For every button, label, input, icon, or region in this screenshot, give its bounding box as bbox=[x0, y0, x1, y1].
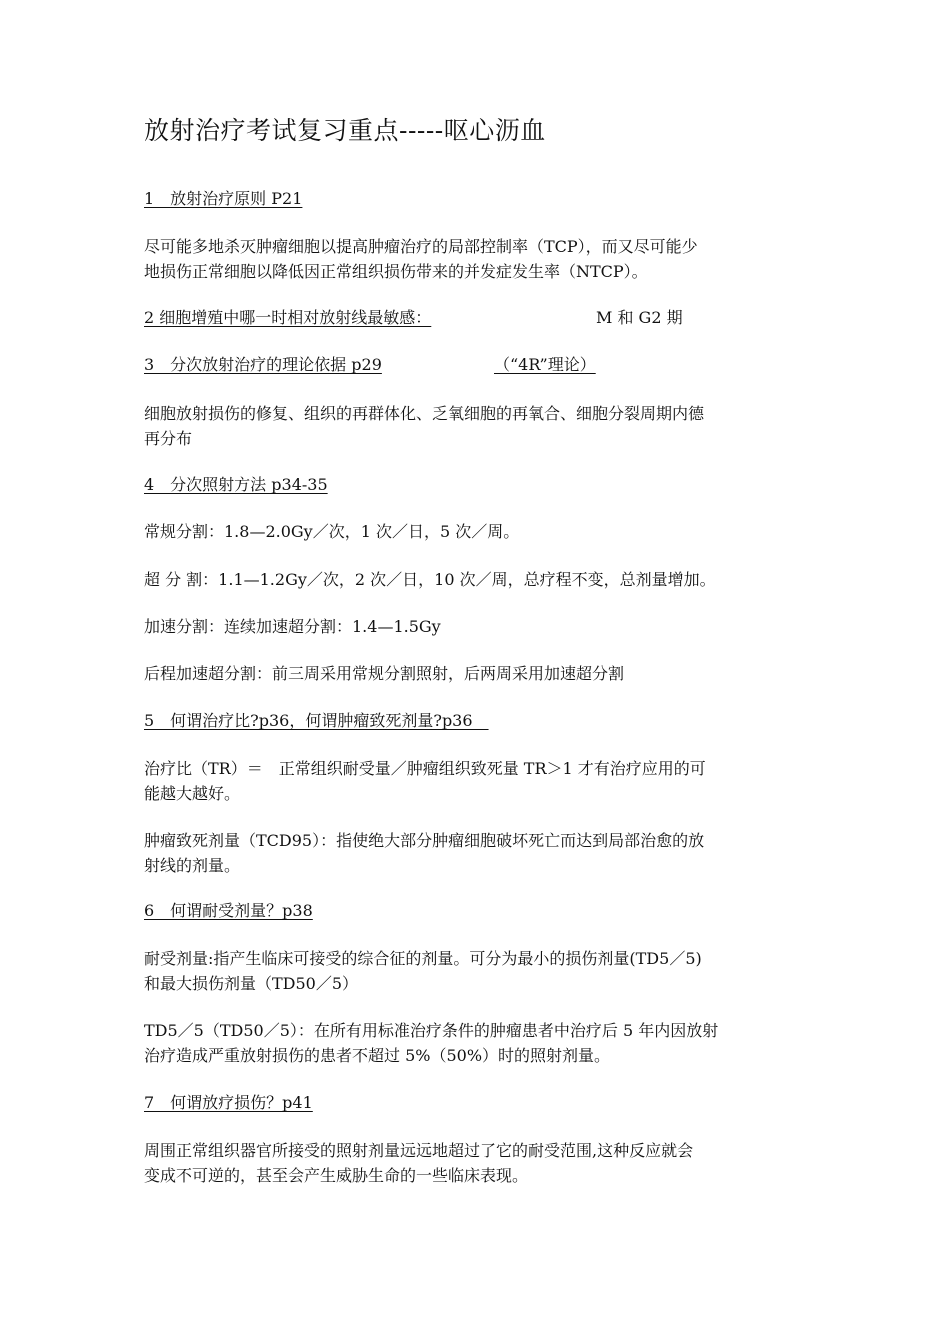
text-line: 治疗造成严重放射损伤的患者不超过 5%（50%）时的照射剂量。 bbox=[144, 1046, 611, 1065]
section-1-paragraph bbox=[144, 234, 814, 284]
section-3-theory-label: （“4R”理论） bbox=[494, 355, 596, 374]
text-line: 常规分割：1.8—2.0Gy／次，1 次／日，5 次／周。 bbox=[144, 522, 520, 541]
section-3-heading: 3 分次放射治疗的理论依据 p29 bbox=[144, 355, 382, 374]
fractionation-item bbox=[144, 567, 814, 592]
section-3-paragraph bbox=[144, 401, 814, 451]
section-4-heading: 4 分次照射方法 p34-35 bbox=[144, 475, 328, 494]
text-line: 细胞放射损伤的修复、组织的再群体化、乏氧细胞的再氧合、细胞分裂周期内德 bbox=[144, 404, 705, 423]
fractionation-item bbox=[144, 614, 814, 639]
tolerance-dose-paragraph bbox=[144, 946, 814, 996]
text-line: 尽可能多地杀灭肿瘤细胞以提高肿瘤治疗的局部控制率（TCP），而又尽可能少 bbox=[144, 237, 698, 256]
text-line: 肿瘤致死剂量（TCD95）：指使绝大部分肿瘤细胞破坏死亡而达到局部治愈的放 bbox=[144, 831, 705, 850]
text-line: 超 分 割：1.1—1.2Gy／次，2 次／日，10 次／周，总疗程不变，总剂量增加。 bbox=[144, 570, 716, 589]
text-line: 加速分割：连续加速超分割：1.4—1.5Gy bbox=[144, 617, 441, 636]
tumor-lethal-dose-paragraph bbox=[144, 828, 814, 878]
text-line: 耐受剂量:指产生临床可接受的综合征的剂量。可分为最小的损伤剂量(TD5／5) bbox=[144, 949, 702, 968]
section-2-heading: 2 细胞增殖中哪一时相对放射线最敏感： bbox=[144, 308, 432, 327]
td-definition-paragraph bbox=[144, 1018, 814, 1068]
section-2-answer: M 和 G2 期 bbox=[596, 308, 683, 327]
document-title: 放射治疗考试复习重点-----呕心沥血 bbox=[144, 116, 546, 145]
text-line: 地损伤正常细胞以降低因正常组织损伤带来的并发症发生率（NTCP）。 bbox=[144, 262, 648, 281]
text-line: 和最大损伤剂量（TD50／5） bbox=[144, 974, 359, 993]
text-line: 能越大越好。 bbox=[144, 784, 241, 803]
text-line: 射线的剂量。 bbox=[144, 856, 241, 875]
text-line: 变成不可逆的，甚至会产生威胁生命的一些临床表现。 bbox=[144, 1166, 529, 1185]
therapeutic-ratio-paragraph bbox=[144, 756, 814, 806]
section-1-heading: 1 放射治疗原则 P21 bbox=[144, 189, 303, 208]
section-5-heading: 5 何谓治疗比?p36，何谓肿瘤致死剂量?p36 bbox=[144, 711, 489, 730]
text-line: 再分布 bbox=[144, 429, 193, 448]
text-line: 后程加速超分割：前三周采用常规分割照射，后两周采用加速超分割 bbox=[144, 664, 625, 683]
text-line: TD5／5（TD50／5）：在所有用标准治疗条件的肿瘤患者中治疗后 5 年内因放射 bbox=[144, 1021, 719, 1040]
section-7-heading: 7 何谓放疗损伤？p41 bbox=[144, 1093, 313, 1112]
text-line: 治疗比（TR）＝ 正常组织耐受量／肿瘤组织致死量 TR＞1 才有治疗应用的可 bbox=[144, 759, 706, 778]
text-line: 周围正常组织器官所接受的照射剂量远远地超过了它的耐受范围,这种反应就会 bbox=[144, 1141, 694, 1160]
fractionation-item bbox=[144, 519, 814, 544]
fractionation-item bbox=[144, 661, 814, 686]
section-7-paragraph bbox=[144, 1138, 814, 1188]
section-6-heading: 6 何谓耐受剂量？p38 bbox=[144, 901, 313, 920]
